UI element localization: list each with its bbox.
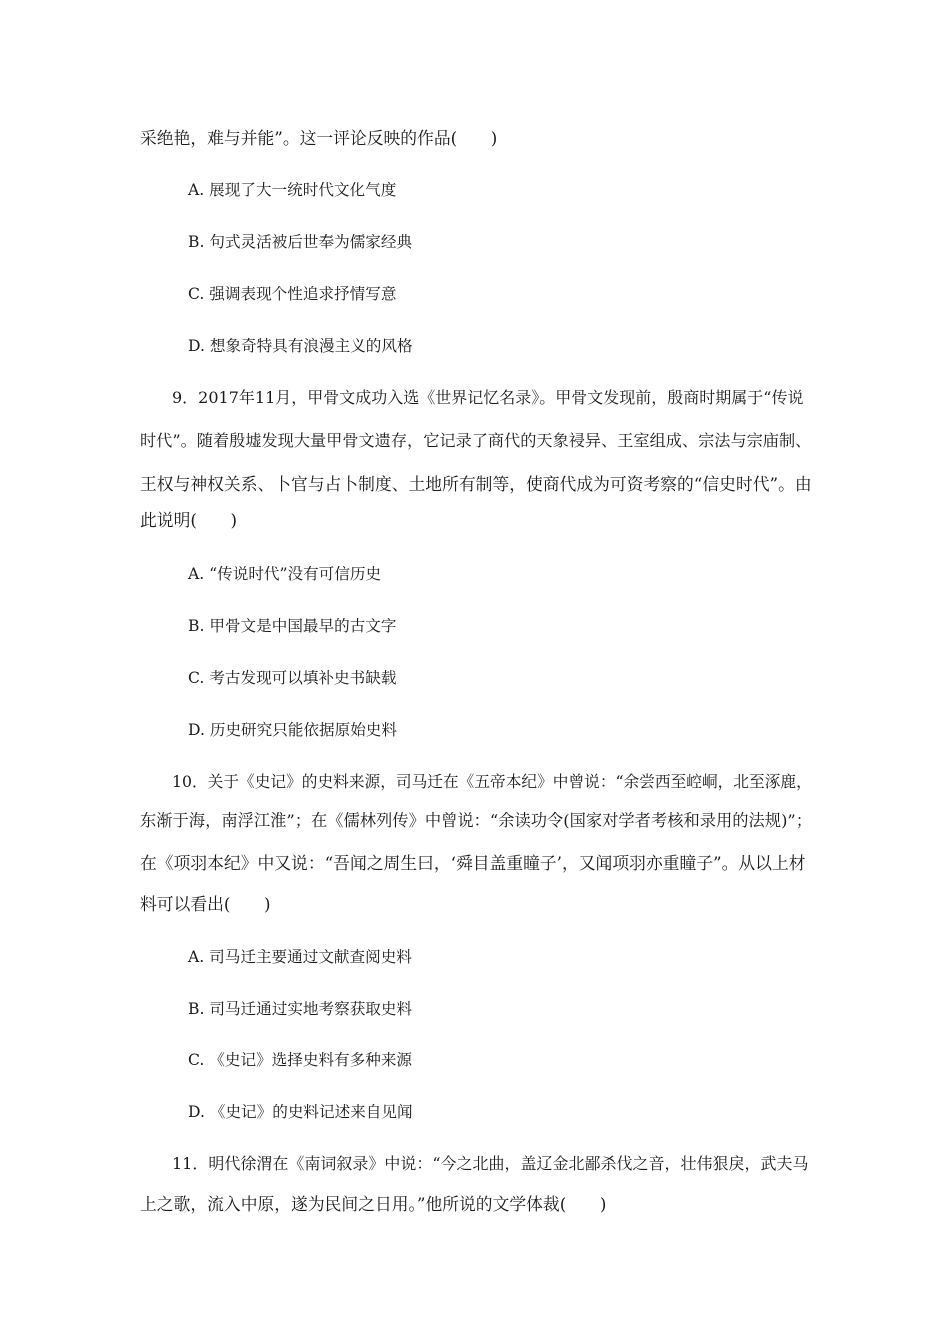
q9-stem-line-3: 王权与神权关系、卜官与占卜制度、土地所有制等，使商代成为可资考察的“信史时代”。由 <box>140 474 812 494</box>
q8-option-a: A. 展现了大一统时代文化气度 <box>188 181 397 199</box>
q9-stem-line-1: 9．2017年11月，甲骨文成功入选《世界记忆名录》。甲骨文发现前，殷商时期属于“传说 <box>172 388 804 407</box>
q9-option-d: D. 历史研究只能依据原始史料 <box>188 721 397 739</box>
q9-option-b: B. 甲骨文是中国最早的古文字 <box>188 617 397 635</box>
q9-option-c: C. 考古发现可以填补史书缺载 <box>188 669 397 687</box>
q10-stem-line-3: 在《项羽本纪》中又说：“吾闻之周生曰，‘舜目盖重瞳子’，又闻项羽亦重瞳子”。从以上材 <box>140 853 806 873</box>
q11-stem-line-1: 11．明代徐渭在《南词叙录》中说：“今之北曲，盖辽金北鄙杀伐之音，壮伟狠戾，武夫马 <box>172 1154 809 1173</box>
q10-stem-line-1: 10．关于《史记》的史料来源，司马迁在《五帝本纪》中曾说：“余尝西至崆峒，北至涿鹿， <box>172 772 812 791</box>
q10-option-c: C. 《史记》选择史料有多种来源 <box>188 1051 413 1069</box>
q9-stem-line-4: 此说明( ) <box>140 510 238 530</box>
q8-option-d: D. 想象奇特具有浪漫主义的风格 <box>188 337 413 355</box>
q8-stem-tail: 采绝艳，难与并能”。这一评论反映的作品( ) <box>140 128 498 148</box>
q9-stem-line-2: 时代”。随着殷墟发现大量甲骨文遗存，它记录了商代的天象祲异、王室组成、宗法与宗庙制、 <box>140 431 812 450</box>
q11-stem-line-2: 上之歌，流入中原，遂为民间之日用。”他所说的文学体裁( ) <box>140 1194 607 1214</box>
q10-option-b: B. 司马迁通过实地考察获取史料 <box>188 1000 413 1018</box>
q10-option-a: A. 司马迁主要通过文献查阅史料 <box>188 948 412 966</box>
q10-stem-line-2: 东渐于海，南浮江淮”；在《儒林列传》中曾说：“余读功令(国家对学者考核和录用的法规)”； <box>140 811 812 830</box>
q10-stem-line-4: 料可以看出( ) <box>140 894 271 914</box>
q8-option-c: C. 强调表现个性追求抒情写意 <box>188 285 397 303</box>
q8-option-b: B. 句式灵活被后世奉为儒家经典 <box>188 233 413 251</box>
q10-option-d: D. 《史记》的史料记述来自见闻 <box>188 1103 413 1121</box>
q9-option-a: A. “传说时代”没有可信历史 <box>188 565 382 583</box>
